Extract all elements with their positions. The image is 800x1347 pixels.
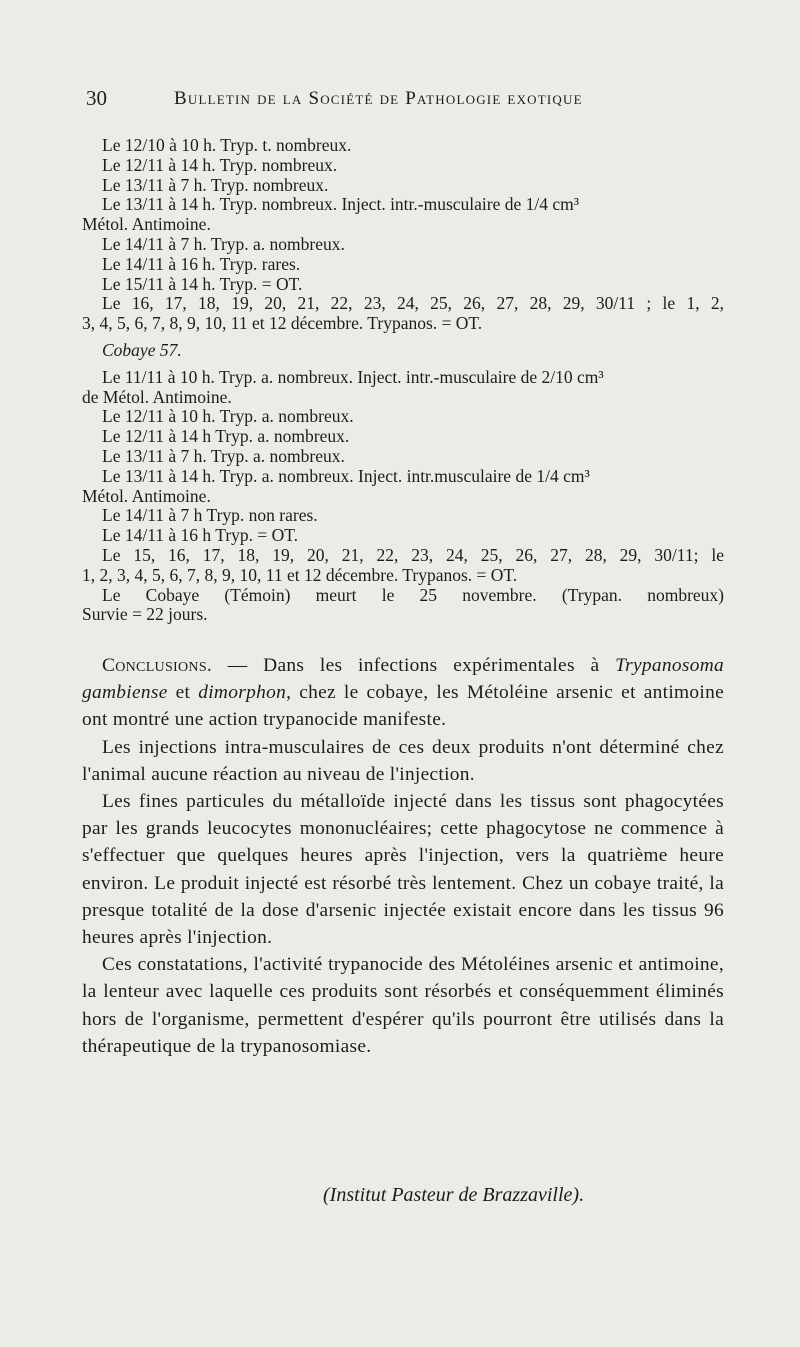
record-line: Le 15, 16, 17, 18, 19, 20, 21, 22, 23, 24, 25, 26, 27, 28, 29, 30/11; le: [102, 544, 724, 565]
conclusions-heading: Conclusions.: [102, 655, 213, 676]
record-line: Le 12/10 à 10 h. Tryp. t. nombreux.: [102, 135, 352, 155]
conclusions-paragraph-4: Ces constatations, l'activité trypanocide des Métoléines arsenic et antimoine, la lenteur avec laquelle ces produits sont résorbés et conséquemment éliminés hors de l'organisme, permettent d'espérer qu'ils pourront être utilisés dans la thérapeutique de la trypanosomiase.: [82, 954, 724, 1057]
record-line: Le 14/11 à 7 h. Tryp. a. nombreux.: [102, 233, 345, 254]
record-line: de Métol. Antimoine.: [82, 386, 232, 407]
record-line: Le Cobaye (Témoin) meurt le 25 novembre. (Trypan. nombreux): [102, 584, 724, 605]
species-name: Trypanosoma gambiense: [82, 655, 724, 704]
species-name: dimorphon: [198, 682, 287, 704]
record-line: Le 14/11 à 7 h Tryp. non rares.: [102, 505, 318, 526]
running-title: Bulletin de la Société de Pathologie exotique: [174, 88, 583, 109]
page-number: 30: [86, 86, 107, 110]
conclusions-paragraph-3: Les fines particules du métalloïde injecté dans les tissus sont phagocytées par les grands leucocytes mononucléaires; cette phagocytose ne commence à s'effectuer que quelques heures après l'injection, vers la quatrième heure environ. Le produit injecté est résorbé très lentement. Chez un cobaye traité, la presque totalité de la dose d'arsenic injectée existait encore dans les tissus 96 heures après l'injection.: [82, 791, 724, 949]
record-line: Métol. Antimoine.: [82, 214, 211, 235]
experiment-records: [82, 136, 724, 625]
record-line: Le 12/11 à 14 h. Tryp. nombreux.: [102, 154, 338, 175]
record-line: Le 14/11 à 16 h Tryp. = OT.: [102, 525, 299, 546]
record-line: Le 12/11 à 14 h Tryp. a. nombreux.: [102, 426, 350, 447]
record-line: Le 15/11 à 14 h. Tryp. = OT.: [102, 273, 303, 294]
record-line: Le 14/11 à 16 h. Tryp. rares.: [102, 253, 301, 274]
conclusions-paragraph-1: Conclusions. — Dans les infections expérimentales à Trypanosoma gambiense et dimorphon, chez le cobaye, les Métoléine arsenic et antimoine ont montré une action trypanocide manifeste.: [82, 655, 724, 731]
record-line: Le 13/11 à 14 h. Tryp. nombreux. Inject. intr.-musculaire de 1/4 cm³: [102, 194, 580, 215]
record-line: Le 12/11 à 10 h. Tryp. a. nombreux.: [102, 406, 354, 427]
record-line: Le 13/11 à 7 h. Tryp. a. nombreux.: [102, 445, 345, 466]
record-line: Le 16, 17, 18, 19, 20, 21, 22, 23, 24, 25, 26, 27, 28, 29, 30/11 ; le 1, 2,: [102, 293, 724, 314]
record-line: 1, 2, 3, 4, 5, 6, 7, 8, 9, 10, 11 et 12 décembre. Trypanos. = OT.: [82, 564, 518, 585]
record-line: Le 11/11 à 10 h. Tryp. a. nombreux. Inject. intr.-musculaire de 2/10 cm³: [102, 366, 604, 387]
record-line: 3, 4, 5, 6, 7, 8, 9, 10, 11 et 12 décembre. Trypanos. = OT.: [82, 313, 483, 334]
record-line: Le 13/11 à 7 h. Tryp. nombreux.: [102, 174, 329, 195]
record-line: Le 13/11 à 14 h. Tryp. a. nombreux. Inject. intr.musculaire de 1/4 cm³: [102, 465, 590, 486]
record-line: Métol. Antimoine.: [82, 485, 211, 506]
record-line: Survie = 22 jours.: [82, 604, 208, 625]
page-header: [86, 86, 718, 116]
conclusions-section: [82, 652, 724, 1060]
subject-heading: Cobaye 57.: [102, 339, 182, 360]
institution-signature: (Institut Pasteur de Brazzaville).: [323, 1184, 585, 1206]
conclusions-paragraph-2: Les injections intra-musculaires de ces deux produits n'ont déterminé chez l'animal aucune réaction au niveau de l'injection.: [82, 736, 724, 785]
